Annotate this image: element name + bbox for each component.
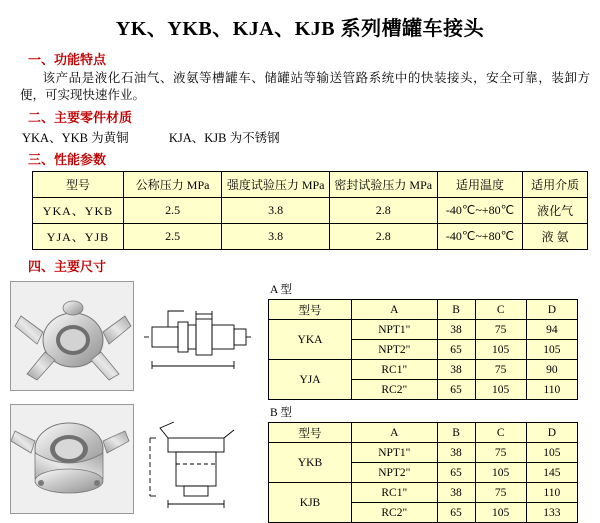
cell-d: 110 xyxy=(526,483,577,503)
table-row xyxy=(33,198,588,224)
th-a: A xyxy=(352,300,438,320)
cell-c: 75 xyxy=(475,443,526,463)
table-row xyxy=(269,320,578,340)
cell-strength: 3.8 xyxy=(222,198,330,224)
cell-medium: 液化气 xyxy=(523,198,588,224)
technical-drawing-b xyxy=(138,404,258,512)
type-label-b: B 型 xyxy=(270,407,293,419)
section-heading-materials: 二、主要零件材质 xyxy=(28,110,133,125)
th-strength-test: 强度试验压力 MPa xyxy=(222,172,330,198)
cell-model: YKA xyxy=(269,320,352,360)
cell-seal: 2.8 xyxy=(329,198,437,224)
cell-model: KJB xyxy=(269,483,352,523)
cell-b: 38 xyxy=(437,320,475,340)
table-row xyxy=(269,483,578,503)
table-header-row xyxy=(33,172,588,198)
product-photo-a xyxy=(10,281,134,391)
section-heading-performance: 三、性能参数 xyxy=(28,152,107,167)
table-row xyxy=(269,443,578,463)
cell-d: 94 xyxy=(526,320,577,340)
th-d: D xyxy=(526,300,577,320)
cell-model: YJA xyxy=(269,360,352,400)
cell-c: 105 xyxy=(475,380,526,400)
type-label-a: A 型 xyxy=(270,284,293,296)
th-medium: 适用介质 xyxy=(523,172,588,198)
cell-b: 65 xyxy=(437,463,475,483)
cell-temp: -40℃~+80℃ xyxy=(437,224,523,250)
drawing-a-svg xyxy=(138,281,258,389)
cell-a: RC2" xyxy=(352,380,438,400)
table-header-row xyxy=(269,423,578,443)
th-temperature: 适用温度 xyxy=(437,172,523,198)
product-photo-b xyxy=(10,404,134,514)
cell-medium: 液 氨 xyxy=(523,224,588,250)
cell-c: 75 xyxy=(475,320,526,340)
th-nominal-pressure: 公称压力 MPa xyxy=(123,172,221,198)
page-title: YK、YKB、KJA、KJB 系列槽罐车接头 xyxy=(115,18,485,40)
th-model: 型号 xyxy=(269,423,352,443)
table-row xyxy=(33,224,588,250)
cell-d: 90 xyxy=(526,360,577,380)
dimensions-area xyxy=(10,281,590,523)
th-c: C xyxy=(475,300,526,320)
cell-a: NPT1" xyxy=(352,320,438,340)
table-header-row xyxy=(269,300,578,320)
features-text: 该产品是液化石油气、液氨等槽罐车、储罐站等输送管路系统中的快装接头，安全可靠，装卸方便，可实现快速作业。 xyxy=(20,71,590,102)
cell-b: 38 xyxy=(437,483,475,503)
cell-d: 133 xyxy=(526,503,577,523)
cell-d: 145 xyxy=(526,463,577,483)
cell-d: 110 xyxy=(526,380,577,400)
dimension-table-a-wrap xyxy=(268,281,578,400)
cell-a: NPT2" xyxy=(352,340,438,360)
th-model: 型号 xyxy=(33,172,124,198)
cell-c: 105 xyxy=(475,340,526,360)
th-a: A xyxy=(352,423,438,443)
th-c: C xyxy=(475,423,526,443)
cell-d: 105 xyxy=(526,443,577,463)
materials-line xyxy=(22,128,590,146)
th-b: B xyxy=(437,423,475,443)
th-seal-test: 密封试验压力 MPa xyxy=(329,172,437,198)
cell-a: RC1" xyxy=(352,483,438,503)
cell-b: 65 xyxy=(437,503,475,523)
drawing-b-svg xyxy=(138,404,258,512)
th-b: B xyxy=(437,300,475,320)
materials-left: YKA、YKB 为黄铜 xyxy=(22,131,129,145)
performance-table xyxy=(32,171,588,250)
cell-temp: -40℃~+80℃ xyxy=(437,198,523,224)
dimension-table-a xyxy=(268,299,578,400)
materials-right: KJA、KJB 为不锈钢 xyxy=(168,131,280,145)
section-heading-features: 一、功能特点 xyxy=(28,52,107,67)
cell-a: NPT1" xyxy=(352,443,438,463)
cell-b: 65 xyxy=(437,340,475,360)
coupling-photo-b-illustration xyxy=(11,405,133,513)
cell-a: RC1" xyxy=(352,360,438,380)
th-d: D xyxy=(526,423,577,443)
cell-c: 105 xyxy=(475,503,526,523)
cell-c: 105 xyxy=(475,463,526,483)
technical-drawing-a xyxy=(138,281,258,389)
dimension-block-a xyxy=(10,281,590,400)
cell-model: YKB xyxy=(269,443,352,483)
features-body xyxy=(20,70,590,104)
cell-model: YJA、YJB xyxy=(33,224,124,250)
section-heading-dimensions: 四、主要尺寸 xyxy=(28,259,107,274)
cell-nominal: 2.5 xyxy=(123,198,221,224)
coupling-photo-a-illustration xyxy=(11,282,133,390)
cell-b: 65 xyxy=(437,380,475,400)
cell-d: 105 xyxy=(526,340,577,360)
cell-b: 38 xyxy=(437,360,475,380)
dimension-block-b xyxy=(10,404,590,523)
cell-seal: 2.8 xyxy=(329,224,437,250)
cell-c: 75 xyxy=(475,360,526,380)
cell-a: NPT2" xyxy=(352,463,438,483)
cell-nominal: 2.5 xyxy=(123,224,221,250)
dimension-table-b-wrap xyxy=(268,404,578,523)
dimension-table-b xyxy=(268,422,578,523)
table-row xyxy=(269,360,578,380)
cell-b: 38 xyxy=(437,443,475,463)
cell-a: RC2" xyxy=(352,503,438,523)
cell-model: YKA、YKB xyxy=(33,198,124,224)
cell-strength: 3.8 xyxy=(222,224,330,250)
th-model: 型号 xyxy=(269,300,352,320)
cell-c: 75 xyxy=(475,483,526,503)
